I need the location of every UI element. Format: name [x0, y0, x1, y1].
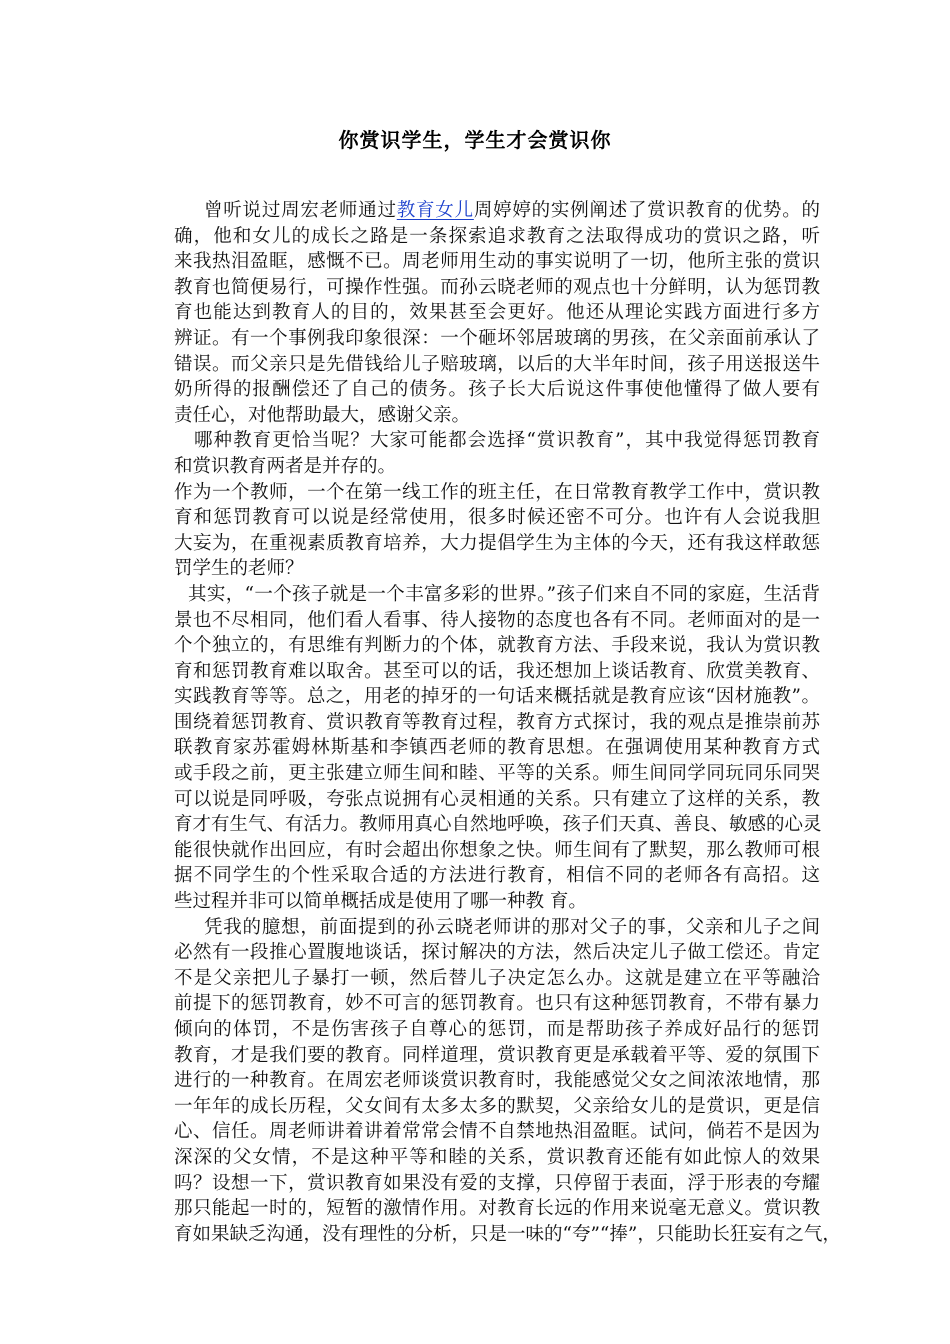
document-title: 你赏识学生，学生才会赏识你	[338, 128, 612, 152]
paragraph-4-line: 景也不尽相同，他们看人看事、待人接物的态度也各有不同。老师面对的是一	[174, 609, 820, 631]
paragraph-5-line: 前提下的惩罚教育，妙不可言的惩罚教育。也只有这种惩罚教育，不带有暴力	[174, 993, 820, 1015]
paragraph-4-line: 可以说是同呼吸，夸张点说拥有心灵相通的关系。只有建立了这样的关系，教	[174, 788, 820, 810]
paragraph-4-line: 或手段之前，更主张建立师生间和睦、平等的关系。师生间同学同玩同乐同哭	[174, 763, 820, 785]
document-body	[174, 198, 841, 1247]
paragraph-5-line: 吗？设想一下，赏识教育如果没有爱的支撑，只停留于表面，浮于形表的夸耀	[174, 1172, 820, 1194]
paragraph-1-line: 错误。而父亲只是先借钱给儿子赔玻璃，以后的大半年时间，孩子用送报送牛	[174, 353, 820, 375]
paragraph-5-line: 必然有一段推心置腹地谈话，探讨解决的方法，然后决定儿子做工偿还。肯定	[174, 942, 820, 964]
p1-text-before-link: 曾听说过周宏老师通过	[204, 200, 397, 221]
paragraph-4-line: 个个独立的，有思维有判断力的个体，就教育方法、手段来说，我认为赏识教	[174, 635, 820, 657]
paragraph-2-line: 哪种教育更恰当呢？大家可能都会选择“赏识教育”，其中我觉得惩罚教育	[194, 430, 820, 452]
paragraph-5-line: 心、信任。周老师讲着讲着常常会情不自禁地热泪盈眶。试问，倘若不是因为	[174, 1121, 820, 1143]
paragraph-5-line: 一年年的成长历程，父女间有太多太多的默契，父亲给女儿的是赏识，更是信	[174, 1095, 820, 1117]
paragraph-5-line: 进行的一种教育。在周宏老师谈赏识教育时，我能感觉父女之间浓浓地情，那	[174, 1070, 820, 1092]
paragraph-4-line: 育和惩罚教育难以取舍。甚至可以的话，我还想加上谈话教育、欣赏美教育、	[174, 660, 820, 682]
paragraph-1-line: 辨证。有一个事例我印象很深：一个砸坏邻居玻璃的男孩，在父亲面前承认了	[174, 327, 820, 349]
paragraph-5-line: 育如果缺乏沟通，没有理性的分析，只是一味的“夸”“捧”，只能助长狂妄有之气，	[174, 1223, 841, 1245]
paragraph-5-line: 不是父亲把儿子暴打一顿，然后替儿子决定怎么办。这就是建立在平等融洽	[174, 967, 820, 989]
paragraph-5-line: 那只能起一时的，短暂的激情作用。对教育长远的作用来说毫无意义。赏识教	[174, 1198, 820, 1220]
paragraph-4-line: 联教育家苏霍姆林斯基和李镇西老师的教育思想。在强调使用某种教育方式	[174, 737, 820, 759]
paragraph-4-line: 实践教育等等。总之，用老的掉牙的一句话来概括就是教育应该“因材施教”。	[174, 686, 820, 708]
paragraph-3-line: 罚学生的老师？	[174, 558, 304, 580]
paragraph-1-line: 育也能达到教育人的目的，效果甚至会更好。他还从理论实践方面进行多方	[174, 302, 820, 324]
paragraph-1-line: 确，他和女儿的成长之路是一条探索追求教育之法取得成功的赏识之路，听	[174, 225, 820, 247]
paragraph-1-line-1	[174, 198, 820, 224]
paragraph-5-line: 凭我的臆想，前面提到的孙云晓老师讲的那对父子的事，父亲和儿子之间	[204, 916, 820, 938]
p1-text-after-link: 周婷婷的实例阐述了赏识教育的优势。的	[473, 200, 820, 221]
paragraph-4-line: 围绕着惩罚教育、赏识教育等教育过程，教育方式探讨，我的观点是推崇前苏	[174, 711, 820, 733]
paragraph-5-line: 倾向的体罚，不是伤害孩子自尊心的惩罚，而是帮助孩子养成好品行的惩罚	[174, 1019, 820, 1040]
paragraph-2-line: 和赏识教育两者是并存的。	[174, 455, 397, 477]
paragraph-1-line: 奶所得的报酬偿还了自己的债务。孩子长大后说这件事使他懂得了做人要有	[174, 379, 820, 401]
paragraph-4-line: 育才有生气、有活力。教师用真心自然地呼唤，孩子们天真、善良、敏感的心灵	[174, 814, 822, 836]
paragraph-4-line: 据不同学生的个性采取合适的方法进行教育，相信不同的老师各有高招。这	[174, 865, 820, 887]
paragraph-3-line: 作为一个教师，一个在第一线工作的班主任，在日常教育教学工作中，赏识教	[174, 481, 820, 503]
paragraph-5-line: 深深的父女情，不是这种平等和睦的关系，赏识教育还能有如此惊人的效果	[174, 1146, 820, 1168]
paragraph-1-line: 来我热泪盈眶，感慨不已。周老师用生动的事实说明了一切，他所主张的赏识	[174, 251, 820, 273]
paragraph-4-line: 些过程并非可以简单概括成是使用了哪一种教 育。	[174, 891, 587, 913]
education-daughter-link[interactable]: 教育女儿	[396, 200, 474, 221]
paragraph-5-line: 教育，才是我们要的教育。同样道理，赏识教育更是承载着平等、爱的氛围下	[174, 1044, 820, 1066]
paragraph-1-line: 责任心，对他帮助最大，感谢父亲。	[174, 404, 471, 426]
paragraph-3-line: 大妄为，在重视素质教育培养，大力提倡学生为主体的今天，还有我这样敢惩	[174, 532, 820, 554]
paragraph-1-line: 教育也简便易行，可操作性强。而孙云晓老师的观点也十分鲜明，认为惩罚教	[174, 276, 820, 298]
paragraph-4-line: 能很快就作出回应，有时会超出你想象之快。师生间有了默契，那么教师可根	[174, 839, 820, 861]
paragraph-3-line: 育和惩罚教育可以说是经常使用，很多时候还密不可分。也许有人会说我胆	[174, 507, 820, 529]
paragraph-4-line: 其实，“一个孩子就是一个丰富多彩的世界。”孩子们来自不同的家庭，生活背	[188, 583, 820, 605]
